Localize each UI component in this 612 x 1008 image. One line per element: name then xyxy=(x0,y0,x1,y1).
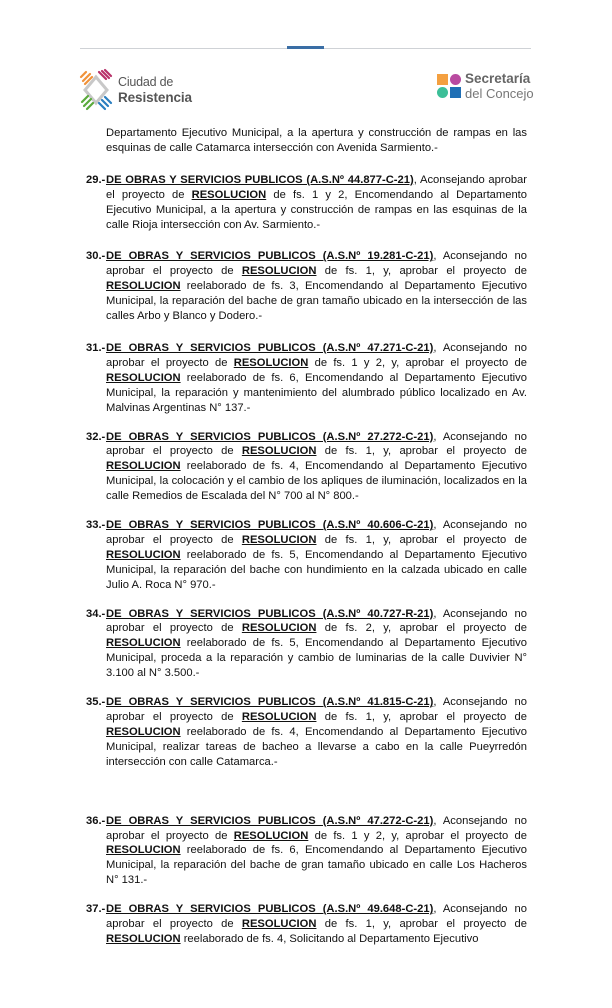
list-item xyxy=(86,430,527,505)
item-heading: DE OBRAS Y SERVICIOS PUBLICOS (A.S.Nº 27.272-C-21) xyxy=(106,430,434,443)
item-number: 34.- xyxy=(86,607,106,620)
item-text: de fs. 1 y 2, Encomendando al Departamento Ejecutivo Municipal, a la apertura y construcción de rampas en las esquinas de la calle Rioja intersección con Av. Sarmiento.- xyxy=(106,188,528,231)
resolucion-label: RESOLUCION xyxy=(241,711,317,723)
ciudad-de-resistencia-logo xyxy=(79,68,192,112)
item-heading: DE OBRAS Y SERVICIOS PUBLICOS (A.S.Nº 44.877-C-21) xyxy=(106,173,414,186)
item-number: 30.- xyxy=(86,250,106,263)
resolucion-label: RESOLUCION xyxy=(106,637,181,650)
item-heading: DE OBRAS Y SERVICIOS PUBLICOS (A.S.Nº 41.815-C-21) xyxy=(106,696,434,709)
item-number: 29.- xyxy=(86,173,106,186)
list-item xyxy=(86,814,527,889)
resolucion-label: RESOLUCION xyxy=(233,356,309,369)
resolucion-label: RESOLUCION xyxy=(106,460,181,473)
list-item xyxy=(86,341,527,416)
item-text: , Aconsejando no aprobar el proyecto de xyxy=(106,341,528,369)
item-text: reelaborado de fs. 4, Encomendando al Departamento Ejecutivo Municipal, realizar tareas de bacheo a llevarse a cabo en la calle Pueyrredón intersección con calle Catamarca.- xyxy=(106,725,527,768)
item-heading: DE OBRAS Y SERVICIOS PUBLICOS (A.S.Nº 40.727-R-21) xyxy=(106,607,434,620)
item-text: reelaborado de fs. 4, Solicitando al Departamento Ejecutivo xyxy=(180,932,479,945)
document-body xyxy=(86,126,527,947)
item-text: de fs. 1, y, aprobar el proyecto de xyxy=(316,918,527,931)
resolucion-label: RESOLUCION xyxy=(241,445,317,458)
item-text: reelaborado de fs. 5, Encomendando al Departamento Ejecutivo Municipal, proceda a la reparación y cambio de luminarias de la calle Duvivier N° 3.100 al N° 3.500.- xyxy=(106,637,527,680)
list-item xyxy=(86,518,527,593)
list-item xyxy=(86,902,527,947)
logo-text-secretaria: Secretaría xyxy=(465,71,531,86)
secretaria-del-concejo-logo xyxy=(437,71,534,101)
item-text: de fs. 2, y, aprobar el proyecto de xyxy=(316,622,527,635)
item-number: 37.- xyxy=(86,903,106,916)
resolucion-label: RESOLUCION xyxy=(233,829,309,842)
continued-paragraph: Departamento Ejecutivo Municipal, a la apertura y construcción de rampas en las esquinas de calle Catamarca intersección con Avenida Sarmiento.- xyxy=(106,127,527,154)
item-heading: DE OBRAS Y SERVICIOS PUBLICOS (A.S.Nº 47.271-C-21) xyxy=(106,341,434,354)
item-text: , Aconsejando no aprobar el proyecto de xyxy=(106,519,528,546)
item-text: de fs. 1, y, aprobar el proyecto de xyxy=(316,445,527,458)
resolucion-label: RESOLUCION xyxy=(241,265,317,278)
item-heading: DE OBRAS Y SERVICIOS PUBLICOS (A.S.Nº 19.281-C-21) xyxy=(106,250,434,263)
item-heading: DE OBRAS Y SERVICIOS PUBLICOS (A.S.Nº 47.272-C-21) xyxy=(106,814,434,827)
item-text: reelaborado de fs. 4, Encomendando al Departamento Ejecutivo Municipal, la colocación y el cambio de los apliques de iluminación, localizados en la calle Remedios de Escalada del N° 700 al N° 800.- xyxy=(106,460,527,503)
item-number: 32.- xyxy=(86,430,106,443)
logo-text-resistencia: Resistencia xyxy=(118,90,192,105)
item-number: 36.- xyxy=(86,814,106,827)
list-item xyxy=(86,695,527,770)
resolucion-label: RESOLUCION xyxy=(106,280,181,293)
item-text: , Aconsejando no aprobar el proyecto de xyxy=(106,430,528,458)
list-item xyxy=(86,173,527,233)
item-number: 31.- xyxy=(86,341,106,354)
item-text: reelaborado de fs. 6, Encomendando al Departamento Ejecutivo Municipal, la reparación y mantenimiento del alumbrado público localizado en Av. Malvinas Argentinas N° 137.- xyxy=(106,371,527,414)
resolucion-label: RESOLUCION xyxy=(241,622,317,635)
resistencia-emblem-icon xyxy=(79,68,113,112)
resolucion-label: RESOLUCION xyxy=(106,548,181,561)
item-text: reelaborado de fs. 3, Encomendando al Departamento Ejecutivo Municipal, la reparación del bache de gran tamaño ubicado en la intersección de las calles Arbo y Blanco y Dodero.- xyxy=(106,280,527,323)
item-text: reelaborado de fs. 6, Encomendando al Departamento Ejecutivo Municipal, la reparación del bache de gran tamaño ubicado en calle Los Hacheros N° 131.- xyxy=(106,844,527,887)
item-text: de fs. 1 y 2, y, aprobar el proyecto de xyxy=(308,829,527,842)
logo-text-del-concejo: del Concejo xyxy=(465,86,534,101)
item-text: de fs. 1, y, aprobar el proyecto de xyxy=(316,711,527,723)
list-item xyxy=(86,249,527,324)
logo-text-ciudad-de: Ciudad de xyxy=(118,75,174,89)
resolucion-label: RESOLUCION xyxy=(106,371,181,384)
item-text: , Aconsejando aprobar el proyecto de xyxy=(106,173,527,201)
header-accent-bar xyxy=(287,46,324,49)
resolucion-label: RESOLUCION xyxy=(191,188,267,201)
resolucion-label: RESOLUCION xyxy=(106,725,181,738)
resolucion-label: RESOLUCION xyxy=(106,932,181,945)
list-item xyxy=(86,607,527,682)
item-text: , Aconsejando no aprobar el proyecto de xyxy=(106,696,528,723)
item-text: reelaborado de fs. 5, Encomendando al Departamento Ejecutivo Municipal, la reparación del bache con hundimiento en la calzada ubicado en calle Julio A. Roca N° 970.- xyxy=(106,548,527,591)
item-text: , Aconsejando no aprobar el proyecto de xyxy=(106,607,528,635)
item-text: , Aconsejando no aprobar el proyecto de xyxy=(106,903,528,931)
item-text: , Aconsejando no aprobar el proyecto de xyxy=(106,814,528,842)
secretaria-shapes-icon xyxy=(437,74,461,98)
item-text: de fs. 1 y 2, y, aprobar el proyecto de xyxy=(308,356,527,369)
item-text: de fs. 1, y, aprobar el proyecto de xyxy=(316,265,527,278)
resolucion-label: RESOLUCION xyxy=(241,533,317,546)
item-heading: DE OBRAS Y SERVICIOS PUBLICOS (A.S.Nº 40.606-C-21) xyxy=(106,519,434,532)
item-text: de fs. 1, y, aprobar el proyecto de xyxy=(316,533,527,546)
item-heading: DE OBRAS Y SERVICIOS PUBLICOS (A.S.Nº 49.648-C-21) xyxy=(106,903,434,916)
resolucion-label: RESOLUCION xyxy=(106,844,181,857)
item-number: 33.- xyxy=(86,519,106,532)
resolucion-label: RESOLUCION xyxy=(241,918,317,931)
item-number: 35.- xyxy=(86,696,106,709)
item-text: , Aconsejando no aprobar el proyecto de xyxy=(106,250,528,278)
